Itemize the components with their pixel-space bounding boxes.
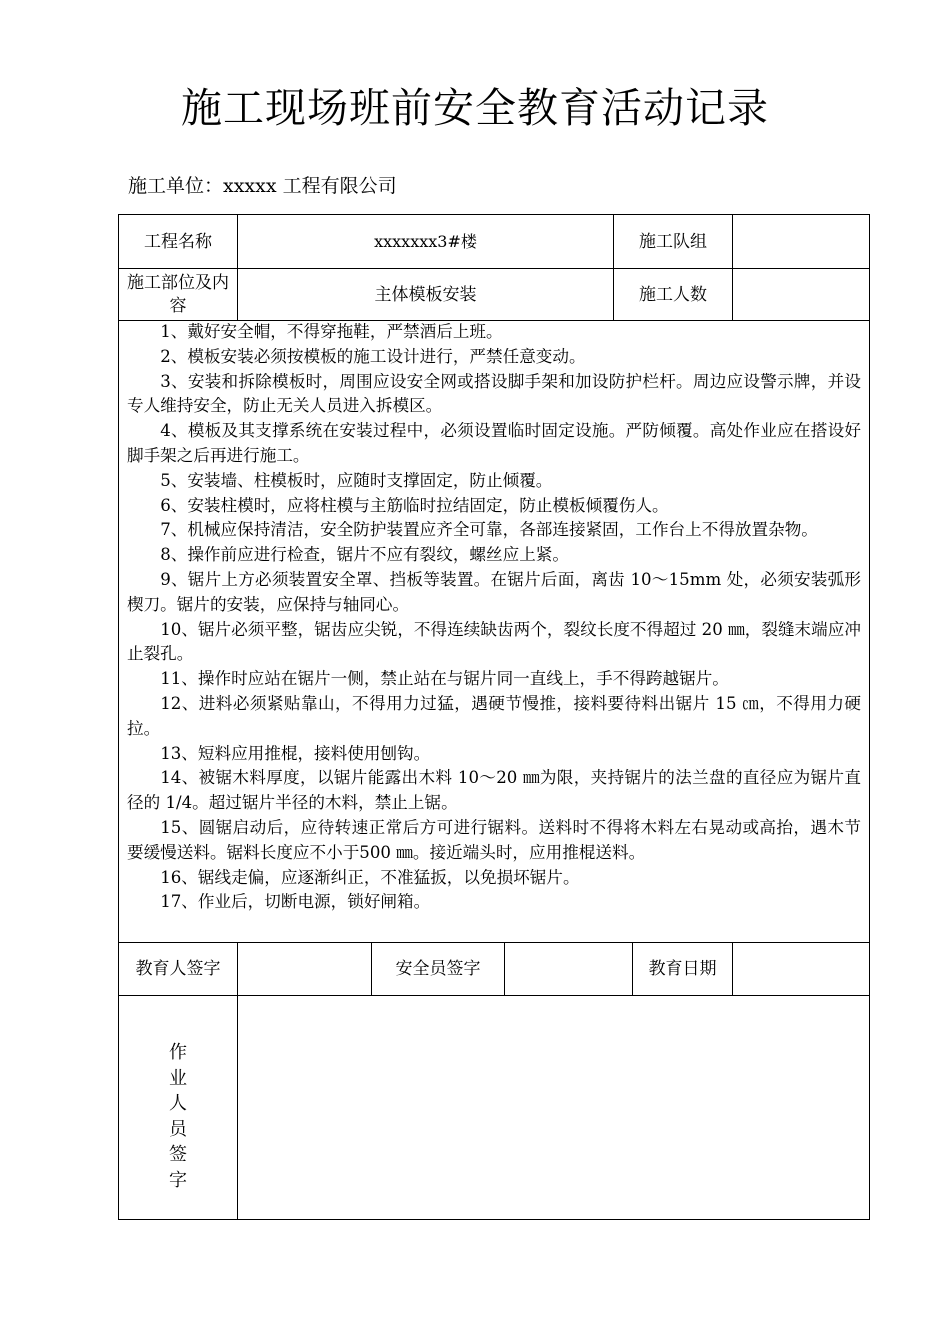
team-label: 施工队组 <box>639 231 707 252</box>
instruction-item: 11、操作时应站在锯片一侧，禁止站在与锯片同一直线上，手不得跨越锯片。 <box>160 669 729 689</box>
workers-sign-char: 员 <box>169 1118 187 1140</box>
instruction-item: 7、机械应保持清洁，安全防护装置应齐全可靠，各部连接紧固，工作台上不得放置杂物。 <box>160 520 818 540</box>
instruction-item: 5、安装墙、柱模板时，应随时支撑固定，防止倾覆。 <box>160 470 553 490</box>
workers-sign-char: 签 <box>169 1144 187 1165</box>
instruction-item: 15、圆锯启动后，应待转速正常后方可进行锯料。送料时不得将木料左右晃动或高抬，遇木节要缓慢送料。锯料长度应不小于500 ㎜。接近端头时，应用推棍送料。 <box>127 817 861 862</box>
safety-instructions <box>127 320 861 915</box>
workers-sign-char: 字 <box>169 1169 187 1191</box>
instruction-item: 4、模板及其支撑系统在安装过程中，必须设置临时固定设施。严防倾覆。高处作业应在搭设好脚手架之后再进行施工。 <box>127 421 861 465</box>
safety-officer-sign-label: 安全员签字 <box>395 959 481 979</box>
instruction-item: 10、锯片必须平整，锯齿应尖锐，不得连续缺齿两个，裂纹长度不得超过 20 ㎜，裂缝末端应冲止裂孔。 <box>127 619 861 664</box>
education-date-label: 教育日期 <box>648 959 717 979</box>
location-value[interactable]: 主体模板安装 <box>374 284 477 305</box>
workers-sign-char: 业 <box>169 1067 187 1089</box>
workers-sign-label <box>119 1040 237 1193</box>
instruction-item: 9、锯片上方必须装置安全罩、挡板等装置。在锯片后面，离齿 10～15mm 处，必须安装弧形楔刀。锯片的安装，应保持与轴同心。 <box>127 569 861 614</box>
page-title: 施工现场班前安全教育活动记录 <box>181 84 769 132</box>
safety-officer-sign-value[interactable] <box>505 943 632 995</box>
workers-sign-area[interactable] <box>238 996 869 1219</box>
instruction-item: 8、操作前应进行检查，锯片不应有裂纹，螺丝应上紧。 <box>160 545 569 565</box>
educator-sign-value[interactable] <box>238 943 371 995</box>
instruction-item: 12、进料必须紧贴靠山，不得用力过猛，遇硬节慢推，接料要待料出锯片 15 ㎝，不得用力硬拉。 <box>127 693 861 738</box>
team-value[interactable] <box>733 215 869 268</box>
instruction-item: 16、锯线走偏，应逐渐纠正，不准猛扳，以免损坏锯片。 <box>160 867 580 887</box>
workers-count-value[interactable] <box>733 269 869 320</box>
education-date-value[interactable] <box>733 943 869 995</box>
instruction-item: 17、作业后，切断电源，锁好闸箱。 <box>160 892 431 912</box>
instruction-item: 13、短料应用推棍，接料使用刨钩。 <box>160 743 431 763</box>
instruction-item: 3、安装和拆除模板时，周围应设安全网或搭设脚手架和加设防护栏杆。周边应设警示牌，并设专人维持安全，防止无关人员进入拆模区。 <box>127 371 861 416</box>
construction-unit: 施工单位：xxxxx 工程有限公司 <box>128 175 397 197</box>
project-name-label: 工程名称 <box>144 231 212 252</box>
instruction-item: 6、安装柱模时，应将柱模与主筋临时拉结固定，防止模板倾覆伤人。 <box>160 495 669 515</box>
project-name-value[interactable]: xxxxxxx3#楼 <box>374 231 477 251</box>
instruction-item: 14、被锯木料厚度，以锯片能露出木料 10～20 ㎜为限，夹持锯片的法兰盘的直径应为锯片直径的 1/4。超过锯片半径的木料，禁止上锯。 <box>127 768 861 813</box>
instruction-item: 2、模板安装必须按模板的施工设计进行，严禁任意变动。 <box>160 346 586 366</box>
location-label: 施工部位及内容 <box>127 272 229 316</box>
workers-count-label: 施工人数 <box>639 284 707 305</box>
workers-sign-char: 作 <box>169 1042 187 1063</box>
educator-sign-label: 教育人签字 <box>135 959 221 979</box>
workers-sign-char: 人 <box>169 1093 187 1114</box>
instruction-item: 1、戴好安全帽，不得穿拖鞋，严禁酒后上班。 <box>160 322 503 341</box>
